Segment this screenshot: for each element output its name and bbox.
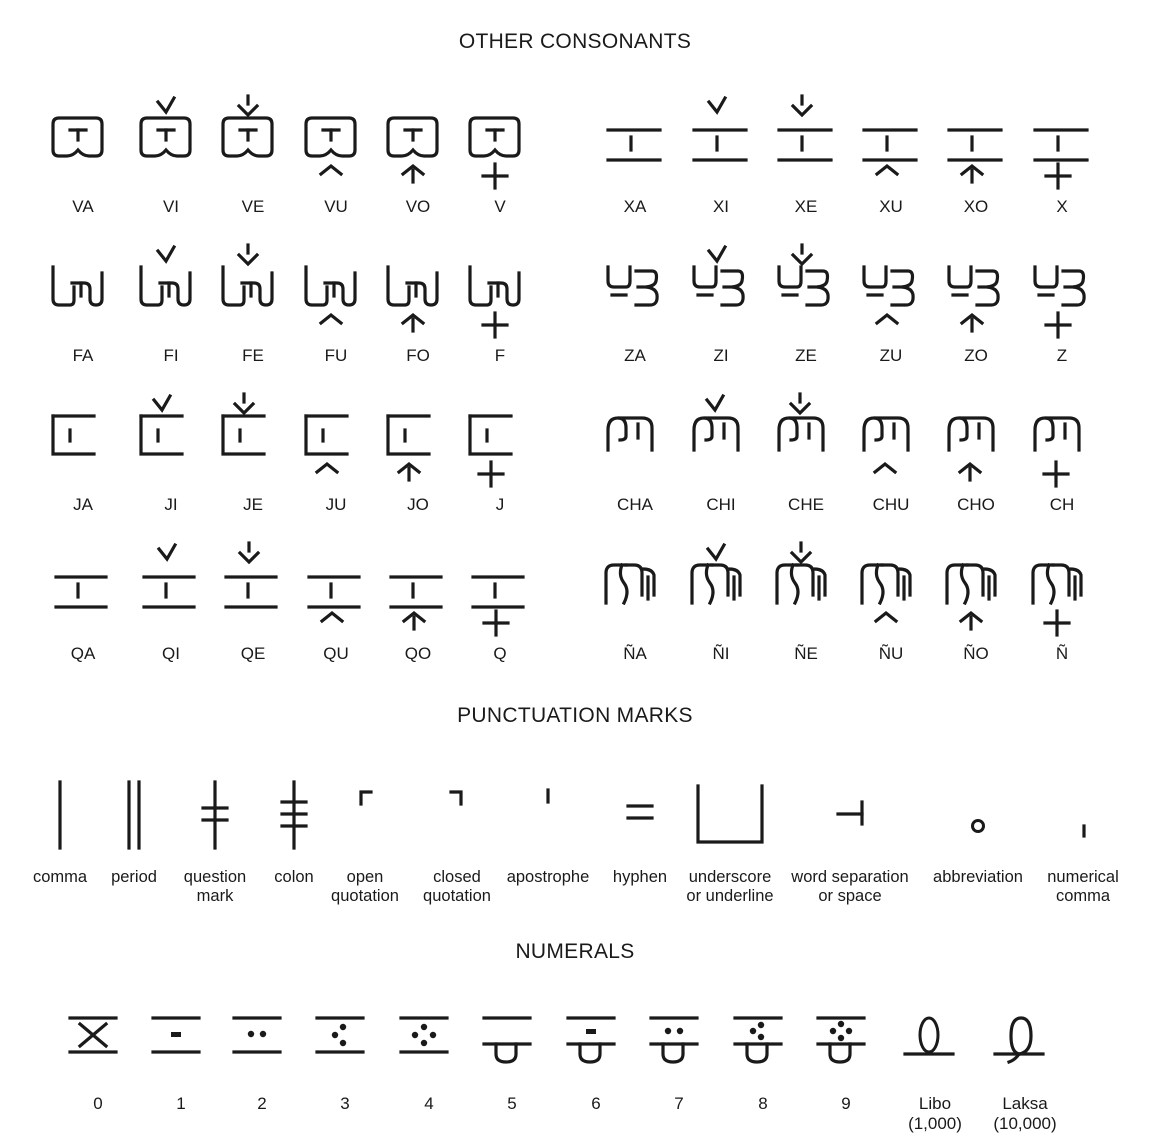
glyph-icon	[48, 249, 108, 329]
glyph-icon	[383, 100, 443, 180]
glyph-icon	[218, 398, 270, 478]
glyph-icon	[383, 547, 445, 627]
numcomma-mark-icon	[1053, 780, 1113, 850]
syllable-label: ZO	[964, 346, 988, 365]
syllable-xu	[846, 100, 936, 230]
punct-label: numerical comma	[1047, 868, 1119, 905]
syllable-vo	[373, 100, 463, 230]
syllable-label: Q	[493, 644, 507, 663]
syllable-fi	[126, 249, 216, 379]
syllable-label: CHE	[788, 495, 824, 514]
numeral-label: 5	[507, 1094, 517, 1113]
punct-label: colon	[274, 868, 314, 886]
syllable-qa	[38, 547, 128, 677]
syllable-label: XA	[623, 197, 647, 216]
numeral-glyph-icon	[68, 1014, 118, 1069]
syllable-label: J	[495, 495, 505, 514]
glyph-icon	[1027, 100, 1089, 180]
glyph-icon	[686, 249, 748, 329]
syllable-label: XO	[963, 197, 989, 216]
syllable-fe	[208, 249, 298, 379]
punct-label: apostrophe	[506, 868, 590, 886]
syllable-ny	[1017, 547, 1107, 677]
syllable-ja	[38, 398, 128, 528]
syllable-nyu	[846, 547, 936, 677]
glyph-icon	[1027, 547, 1087, 627]
syllable-nye	[761, 547, 851, 677]
numeral-label: Laksa (10,000)	[993, 1094, 1057, 1133]
glyph-icon	[218, 547, 280, 627]
syllable-label: JE	[243, 495, 263, 514]
syllable-j	[455, 398, 545, 528]
glyph-icon	[465, 249, 525, 329]
syllable-cho	[931, 398, 1021, 528]
glyph-icon	[301, 100, 361, 180]
numeral-glyph-icon	[995, 1014, 1045, 1069]
space-mark-icon	[820, 780, 880, 850]
glyph-icon	[941, 398, 999, 478]
numeral-glyph-icon	[649, 1014, 699, 1069]
glyph-icon	[1027, 398, 1085, 478]
title-other-consonants: OTHER CONSONANTS	[458, 30, 692, 53]
syllable-ch	[1017, 398, 1107, 528]
punct-label: period	[111, 868, 157, 886]
syllable-zo	[931, 249, 1021, 379]
syllable-label: ÑE	[794, 644, 818, 663]
numeral-glyph-icon	[315, 1014, 365, 1069]
syllable-z	[1017, 249, 1107, 379]
glyph-icon	[686, 398, 744, 478]
syllable-label: XI	[712, 197, 730, 216]
syllable-xe	[761, 100, 851, 230]
closeq-mark-icon	[427, 780, 487, 850]
numeral-glyph-icon	[816, 1014, 866, 1069]
syllable-label: X	[1056, 197, 1068, 216]
syllable-vu	[291, 100, 381, 230]
syllable-vi	[126, 100, 216, 230]
title-numerals: NUMERALS	[515, 940, 635, 963]
punct-label: question mark	[183, 868, 247, 905]
numeral-label: 4	[424, 1094, 434, 1113]
syllable-ze	[761, 249, 851, 379]
abbrev-mark-icon	[948, 780, 1008, 850]
syllable-je	[208, 398, 298, 528]
glyph-icon	[600, 398, 658, 478]
glyph-icon	[136, 100, 196, 180]
syllable-jo	[373, 398, 463, 528]
glyph-icon	[941, 100, 1003, 180]
syllable-ju	[291, 398, 381, 528]
syllable-label: QE	[240, 644, 266, 663]
syllable-label: ZI	[713, 346, 729, 365]
syllable-label: ZU	[879, 346, 903, 365]
syllable-v	[455, 100, 545, 230]
syllable-label: JI	[164, 495, 178, 514]
glyph-icon	[48, 100, 108, 180]
numeral-label: 7	[674, 1094, 684, 1113]
glyph-icon	[465, 100, 525, 180]
period-mark-icon	[104, 780, 164, 850]
syllable-qi	[126, 547, 216, 677]
syllable-label: ÑU	[878, 644, 904, 663]
syllable-label: Z	[1056, 346, 1068, 365]
syllable-label: VO	[405, 197, 431, 216]
syllable-label: QI	[162, 644, 180, 663]
syllable-label: ÑI	[712, 644, 730, 663]
numeral-glyph-icon	[151, 1014, 201, 1069]
glyph-icon	[856, 100, 918, 180]
syllable-qo	[373, 547, 463, 677]
punct-label: abbreviation	[933, 868, 1023, 886]
glyph-icon	[600, 100, 662, 180]
syllable-label: FA	[72, 346, 94, 365]
glyph-icon	[771, 398, 829, 478]
syllable-label: CHA	[617, 495, 653, 514]
glyph-icon	[301, 398, 353, 478]
numeral-label: 0	[93, 1094, 103, 1113]
underscore-mark-icon	[700, 780, 760, 850]
glyph-icon	[856, 547, 916, 627]
syllable-ji	[126, 398, 216, 528]
glyph-icon	[218, 100, 278, 180]
numeral-glyph-icon	[232, 1014, 282, 1069]
punct-label: comma	[32, 868, 88, 886]
syllable-label: ZE	[795, 346, 817, 365]
syllable-nyo	[931, 547, 1021, 677]
syllable-fu	[291, 249, 381, 379]
glyph-icon	[600, 249, 662, 329]
syllable-label: QU	[323, 644, 349, 663]
syllable-label: VE	[241, 197, 265, 216]
syllable-label: JU	[325, 495, 347, 514]
glyph-icon	[686, 100, 748, 180]
numeral-label: 8	[758, 1094, 768, 1113]
numeral-label: 1	[176, 1094, 186, 1113]
syllable-label: ZA	[624, 346, 646, 365]
question-mark-icon	[185, 780, 245, 850]
glyph-icon	[771, 547, 831, 627]
syllable-x	[1017, 100, 1107, 230]
syllable-label: ÑO	[963, 644, 989, 663]
apostrophe-mark-icon	[518, 780, 578, 850]
punct-label: underscore or underline	[686, 868, 774, 905]
syllable-label: ÑA	[623, 644, 647, 663]
glyph-icon	[600, 547, 660, 627]
syllable-label: Ñ	[1055, 644, 1069, 663]
glyph-icon	[771, 249, 833, 329]
glyph-icon	[301, 249, 361, 329]
glyph-icon	[136, 547, 198, 627]
syllable-va	[38, 100, 128, 230]
syllable-q	[455, 547, 545, 677]
syllable-zi	[676, 249, 766, 379]
glyph-icon	[136, 249, 196, 329]
syllable-label: FI	[163, 346, 179, 365]
syllable-label: FU	[324, 346, 348, 365]
syllable-label: CHO	[957, 495, 995, 514]
glyph-icon	[48, 547, 110, 627]
syllable-label: VA	[72, 197, 94, 216]
syllable-fo	[373, 249, 463, 379]
numeral-glyph-icon	[399, 1014, 449, 1069]
syllable-chu	[846, 398, 936, 528]
syllable-xo	[931, 100, 1021, 230]
glyph-icon	[686, 547, 746, 627]
numeral-glyph-icon	[566, 1014, 616, 1069]
glyph-icon	[48, 398, 100, 478]
numeral-label: 6	[591, 1094, 601, 1113]
glyph-icon	[218, 249, 278, 329]
glyph-icon	[856, 398, 914, 478]
numeral-label: Libo (1,000)	[908, 1094, 962, 1133]
syllable-label: F	[494, 346, 506, 365]
numeral-glyph-icon	[733, 1014, 783, 1069]
syllable-cha	[590, 398, 680, 528]
syllable-qe	[208, 547, 298, 677]
syllable-label: JA	[73, 495, 93, 514]
syllable-label: CH	[1049, 495, 1075, 514]
syllable-xi	[676, 100, 766, 230]
syllable-label: FO	[406, 346, 430, 365]
syllable-fa	[38, 249, 128, 379]
syllable-ve	[208, 100, 298, 230]
punct-label: word separation or space	[791, 868, 909, 905]
punct-label: closed quotation	[423, 868, 491, 905]
syllable-label: FE	[242, 346, 264, 365]
glyph-icon	[941, 547, 1001, 627]
syllable-che	[761, 398, 851, 528]
numeral-label: 2	[257, 1094, 267, 1113]
syllable-label: VI	[162, 197, 180, 216]
glyph-icon	[136, 398, 188, 478]
openq-mark-icon	[335, 780, 395, 850]
glyph-icon	[856, 249, 918, 329]
glyph-icon	[771, 100, 833, 180]
syllable-f	[455, 249, 545, 379]
glyph-icon	[1027, 249, 1089, 329]
syllable-xa	[590, 100, 680, 230]
syllable-qu	[291, 547, 381, 677]
syllable-label: XE	[794, 197, 818, 216]
syllable-label: CHU	[872, 495, 910, 514]
numeral-glyph-icon	[905, 1014, 955, 1069]
glyph-icon	[383, 249, 443, 329]
punct-label: hyphen	[612, 868, 668, 886]
glyph-icon	[465, 547, 527, 627]
syllable-za	[590, 249, 680, 379]
numeral-label: 9	[841, 1094, 851, 1113]
syllable-label: XU	[879, 197, 903, 216]
syllable-nya	[590, 547, 680, 677]
colon-mark-icon	[264, 780, 324, 850]
numeral-label: 3	[340, 1094, 350, 1113]
glyph-icon	[383, 398, 435, 478]
comma-mark-icon	[30, 780, 90, 850]
glyph-icon	[465, 398, 517, 478]
title-punctuation-marks: PUNCTUATION MARKS	[457, 704, 693, 727]
syllable-label: CHI	[706, 495, 736, 514]
syllable-nyi	[676, 547, 766, 677]
syllable-label: V	[494, 197, 506, 216]
syllable-zu	[846, 249, 936, 379]
syllable-label: QO	[404, 644, 432, 663]
hyphen-mark-icon	[610, 780, 670, 850]
syllable-chi	[676, 398, 766, 528]
numeral-glyph-icon	[482, 1014, 532, 1069]
punct-label: open quotation	[331, 868, 399, 905]
glyph-icon	[301, 547, 363, 627]
syllable-label: VU	[324, 197, 348, 216]
syllable-label: JO	[407, 495, 429, 514]
glyph-icon	[941, 249, 1003, 329]
syllable-label: QA	[70, 644, 96, 663]
